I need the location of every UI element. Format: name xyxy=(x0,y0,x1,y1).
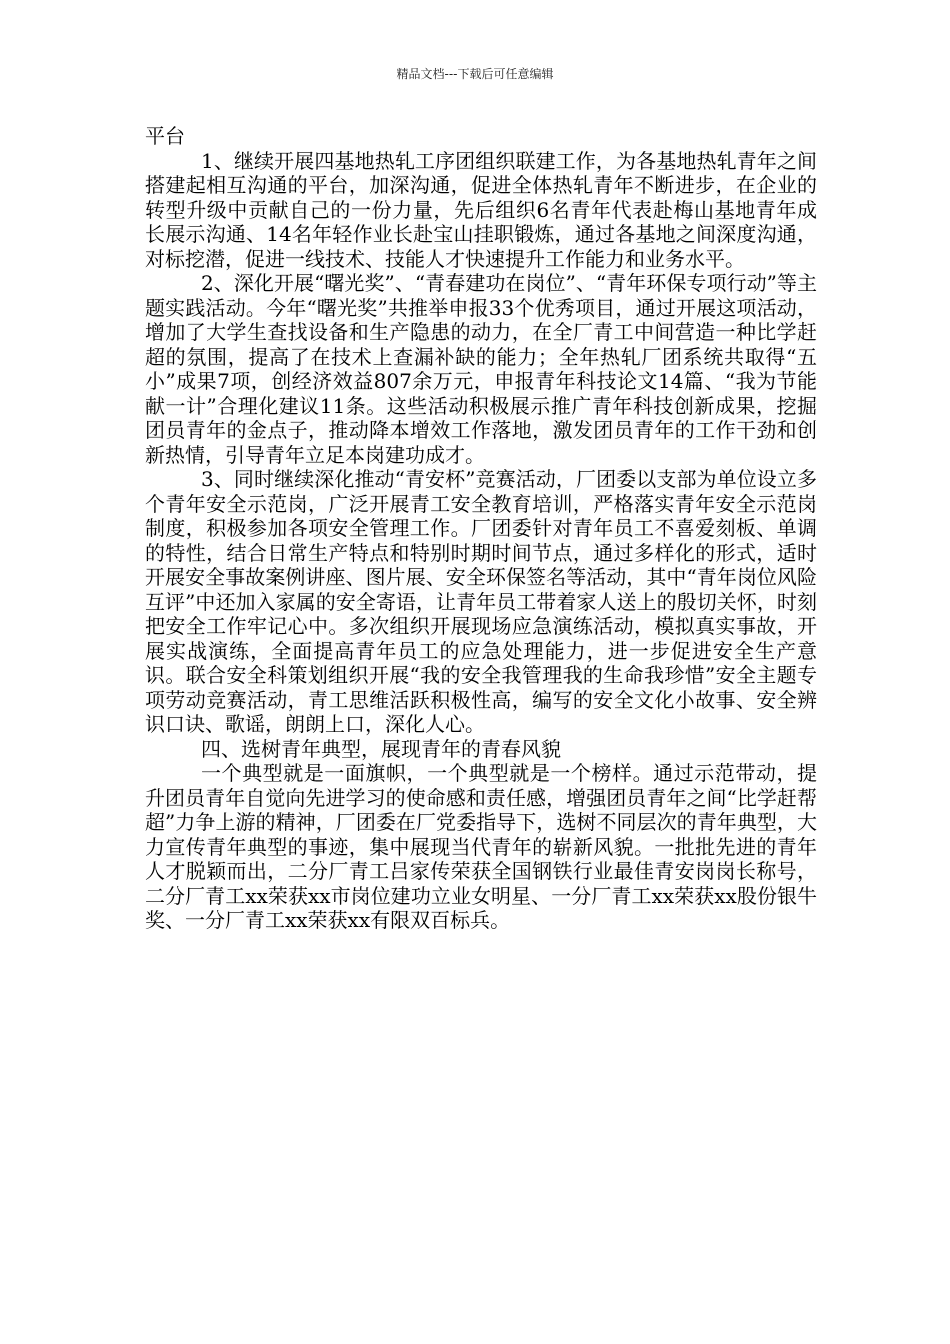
paragraph-continuation: 平台 xyxy=(145,124,185,148)
document-body xyxy=(145,124,817,933)
section-heading: 四、选树青年典型，展现青年的青春风貌 xyxy=(201,736,561,761)
page-header: 精品文档---下载后可任意编辑 xyxy=(396,67,554,81)
paragraph-item-3: 3、同时继续深化推动“青安杯”竞赛活动，厂团委以支部为单位设立多个青年安全示范岗，广泛开展青工安全教育培训，严格落实青年安全示范岗制度，积极参加各项安全管理工作。厂团委针对青年员工不喜爱刻板、单调的特性，结合日常生产特点和特别时期时间节点，通过多样化的形式，适时开展安全事故案例讲座、图片展、安全环保签名等活动，其中“青年岗位风险互评”中还加入家属的安全寄语，让青年员工带着家人送上的殷切关怀，时刻把安全工作牢记心中。多次组织开展现场应急演练活动，模拟真实事故，开展实战演练，全面提高青年员工的应急处理能力，进一步促进安全生产意识。联合安全科策划组织开展“我的安全我管理我的生命我珍惜”安全主题专项劳动竞赛活动，青工思维活跃积极性高，编写的安全文化小故事、安全辨识口诀、歌谣，朗朗上口，深化人心。 xyxy=(145,467,817,736)
paragraph-typical-youth: 一个典型就是一面旗帜，一个典型就是一个榜样。通过示范带动，提升团员青年自觉向先进学习的使命感和责任感，增强团员青年之间“比学赶帮超”力争上游的精神，厂团委在厂党委指导下，选树不同层次的青年典型，大力宣传青年典型的事迹，集中展现当代青年的崭新风貌。一批批先进的青年人才脱颖而出，二分厂青工吕家传荣获全国钢铁行业最佳青安岗岗长称号，二分厂青工xx荣获xx市岗位建功立业女明星、一分厂青工xx荣获xx股份银牛奖、一分厂青工xx荣获xx有限双百标兵。 xyxy=(145,761,817,932)
paragraph-item-2: 2、深化开展“曙光奖”、“青春建功在岗位”、“青年环保专项行动”等主题实践活动。今年“曙光奖”共推举申报33个优秀项目，通过开展这项活动，增加了大学生查找设备和生产隐患的动力，在全厂青工中间营造一种比学赶超的氛围，提高了在技术上查漏补缺的能力；全年热轧厂团系统共取得“五小”成果7项，创经济效益807余万元，申报青年科技论文14篇、“我为节能献一计”合理化建议11条。这些活动积极展示推广青年科技创新成果，挖掘团员青年的金点子，推动降本增效工作落地，激发团员青年的工作干劲和创新热情，引导青年立足本岗建功成才。 xyxy=(145,271,817,467)
paragraph-item-1: 1、继续开展四基地热轧工序团组织联建工作，为各基地热轧青年之间搭建起相互沟通的平台，加深沟通，促进全体热轧青年不断进步，在企业的转型升级中贡献自己的一份力量，先后组织6名青年代表赴梅山基地青年成长展示沟通、14名年轻作业长赴宝山挂职锻炼，通过各基地之间深度沟通，对标挖潜，促进一线技术、技能人才快速提升工作能力和业务水平。 xyxy=(145,148,817,271)
